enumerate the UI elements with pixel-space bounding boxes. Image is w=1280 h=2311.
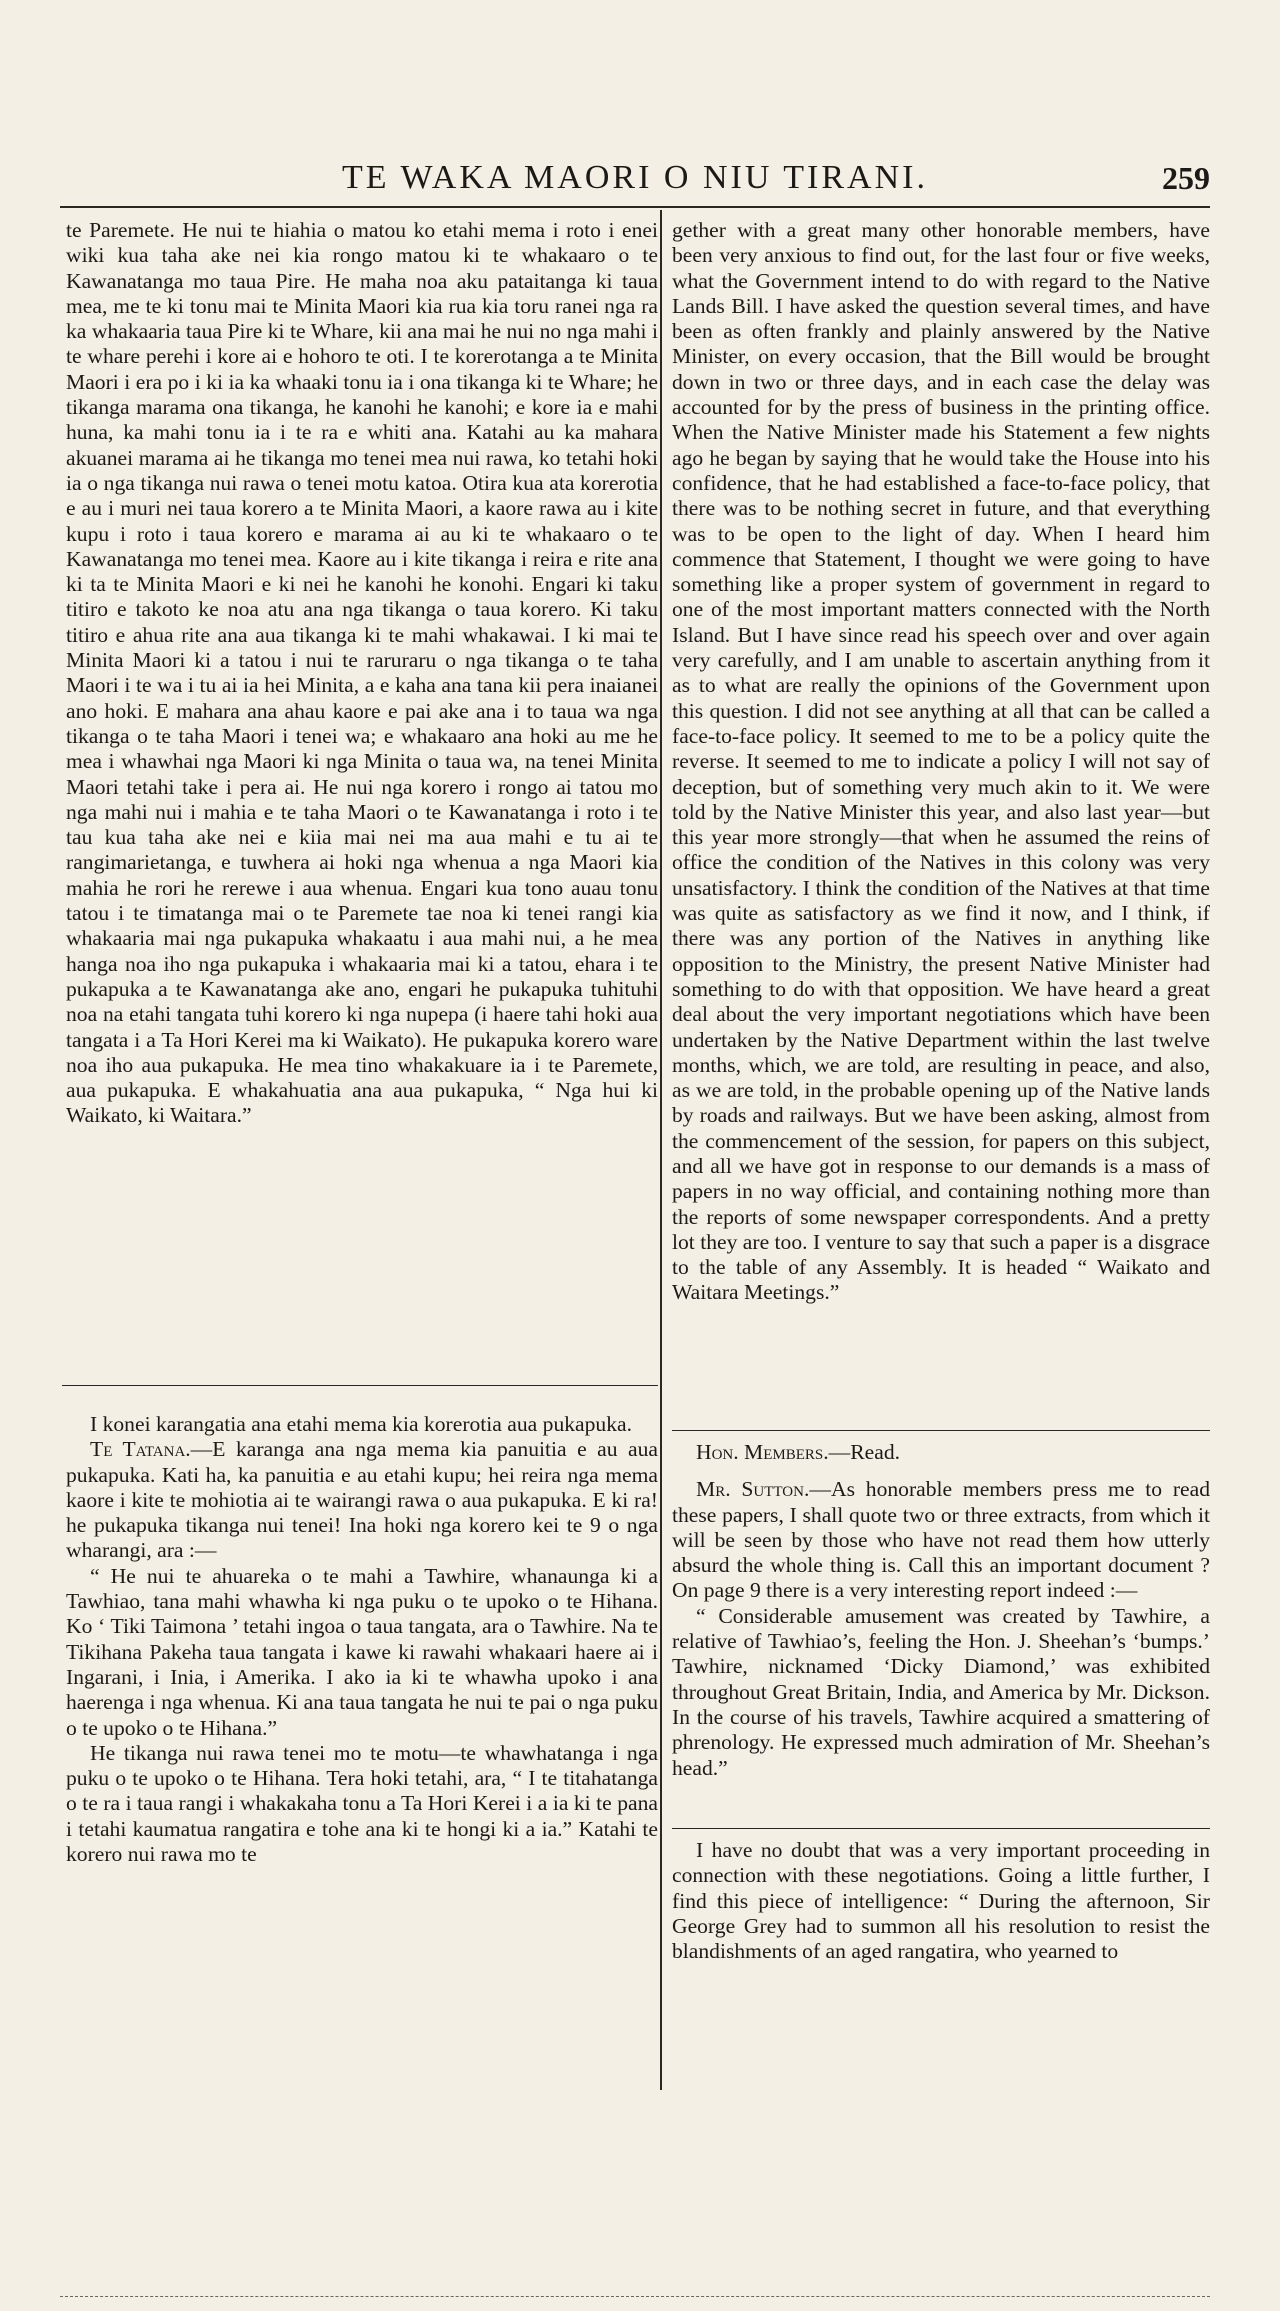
bottom-rule	[60, 2296, 1210, 2297]
left-speaker-tatana: Te Tatana.	[90, 1437, 191, 1462]
page-title: TE WAKA MAORI O NIU TIRANI.	[342, 159, 928, 196]
left-quote-paragraph: “ He nui te ahuareka o te mahi a Tawhire, whanaunga ki a Tawhiao, tana mahi whawha ki nga puku o te upoko o te Hihana. Ko ‘ Tiki Taimona ’ tetahi ingoa o taua tangata, ara o Tawhire. Na te Tikihana Pakeha taua tangata i kawe ki rawahi whakaari haere ai i Ingarani, i Inia, i Amerika. I ako ia ki te whawha upoko i ana haerenga i nga whenua. Ki ana taua tangata he nui te pai o nga puku o te upoko o te Hihana.”	[66, 1563, 658, 1740]
right-paragraph-3-text: —As honorable members press me to read these papers, I shall quote two or three extracts, from which it will be seen by those who have not read them how utterly absurd the whole thing is. Call this an important document ? On page 9 there is a very interesting report indeed :—	[672, 1477, 1210, 1603]
right-paragraph-5: I have no doubt that was a very important proceeding in connection with these negotiations. Going a little further, I find this piece of intelligence: “ During the afternoon, Sir George Grey had to summon all his resolution to resist the blandishments of an aged rangatira, who yearned to	[672, 1838, 1210, 1964]
right-column-top	[672, 218, 1210, 1306]
right-speaker-hon-members: Hon. Members.	[696, 1440, 829, 1464]
right-quote-paragraph: “ Considerable amusement was created by Tawhire, a relative of Tawhiao’s, feeling the Hon. J. Sheehan’s ‘bumps.’ Tawhire, nicknamed ‘Dicky Diamond,’ was exhibited throughout Great Britain, India, and America by Mr. Dickson. In the course of his travels, Tawhire acquired a smattering of phrenology. He expressed much admiration of Mr. Sheehan’s head.”	[672, 1603, 1210, 1780]
right-speaker-sutton: Mr. Sutton.	[696, 1477, 810, 1502]
left-paragraph-5: He tikanga nui rawa tenei mo te motu—te whawhatanga i nga puku o te upoko o te Hihana. Tera hoki tetahi, ara, “ I te titahatanga o te ra i taua rangi i whakakaha tonu a Ta Hori Kerei i a ia ki te pana i tetahi kaumatua rangatira e tohe ana ki te hongi ki a ia.” Katahi te korero nui rawa mo te	[66, 1740, 658, 1867]
spacer	[672, 1465, 1210, 1477]
right-column-bottom	[672, 1838, 1210, 1964]
right-paragraph-2	[672, 1440, 1210, 1465]
column-divider	[660, 210, 662, 2090]
left-paragraph-3	[66, 1437, 658, 1563]
right-paragraph-2-text: —Read.	[828, 1440, 901, 1464]
left-column-bottom	[66, 1412, 658, 1867]
right-paragraph-1: gether with a great many other honorable members, have been very anxious to find out, for the last four or five weeks, what the Government intend to do with regard to the Native Lands Bill. I have asked the question several times, and have been as often frankly and plainly answered by the Native Minister, on every occasion, that the Bill would be brought down in two or three days, and in each case the delay was accounted for by the press of business in the printing office. When the Native Minister made his Statement a few nights ago he began by saying that he would take the House into his confidence, that he had established a face-to-face policy, that there was to be nothing secret in future, and that everything was to be open to the light of day. When I heard him commence that Statement, I thought we were going to have something like a proper system of government in regard to one of the most important matters connected with the North Island. But I have since read his speech over and over again very carefully, and I am unable to ascertain anything from it as to what are really the opinions of the Government upon this question. I did not see anything at all that can be called a face-to-face policy. It seemed to me to be a policy quite the reverse. It seemed to me to indicate a policy I will not say of deception, but of something very much akin to it. We were told by the Native Minister this year, and also last year—but this year more strongly—that when he assumed the reins of office the condition of the Natives in this colony was very unsatisfactory. I think the condition of the Natives at that time was quite as satisfactory as we find it now, and I think, if there was any portion of the Natives in anything like opposition to the Ministry, the present Native Minister had something to do with that opposition. We have heard a great deal about the very important negotiations which have been undertaken by the Native Department within the last twelve months, which, we are told, are resulting in peace, and also, as we are told, in the probable opening up of the Native lands by roads and railways. But we have been asking, almost from the commencement of the session, for papers on this subject, and all we have got in response to our demands is a mass of papers in no way official, and containing nothing more than the reports of some newspaper correspondents. And a pretty lot they are too. I venture to say that such a paper is a disgrace to the table of any Assembly. It is headed “ Waikato and Waitara Meetings.”	[672, 218, 1210, 1305]
right-paragraph-3	[672, 1477, 1210, 1603]
left-column-top	[66, 218, 658, 1129]
header-rule	[60, 206, 1210, 208]
page-number: 259	[1162, 160, 1210, 196]
left-paragraph-1: te Paremete. He nui te hiahia o matou ko etahi mema i roto i enei wiki kua taha ake nei kia rongo matou ki te whakaaro o te Kawanatanga mo taua Pire. He maha noa aku pataitanga ki taua mea, me te ki tonu mai te Minita Maori kia rua kia toru ranei nga ra ka whakaaria taua Pire ki te Whare, kii ana mai he nui no nga mahi i te whare perehi i kore ai e hohoro te oti. I te korerotanga a te Minita Maori i era po i ki ia ka whaaki tonu ia i ona tikanga ki te Whare; he tikanga marama ona tikanga, he kanohi he kanohi; e kore ia e mahi huna, ka mahi tonu ia i te ra e whiti ana. Katahi au ka mahara akuanei marama ai he tikanga mo tenei mea nui rawa, ko tetahi hoki ia o nga tikanga nui rawa o tenei motu katoa. Otira kua ata korerotia e au i muri nei taua korero a te Minita Maori, a kaore rawa au i kite kupu i roto i taua korero e marama ai au ki te whakaaro o te Kawanatanga mo tenei mea. Kaore au i kite tikanga i reira e rite ana ki ta te Minita Maori e ki nei he kanohi he konohi. Engari ki taku titiro e takoto ke noa atu ana nga tikanga o taua korero. Ki taku titiro e ahua rite ana aua tikanga ki te mahi whakawai. I ki mai te Minita Maori ki a tatou i nui te raruraru o nga tikanga o te taha Maori i te wa i tu ai ia hei Minita, a e kaha ana tana kii pera inaianei ano hoki. E mahara ana ahau kaore e pai ake ana i to taua wa nga tikanga o te taha Maori i tenei wa; e whakaaro ana hoki au me he mea i whawhai nga Maori ki nga Minita o taua wa, na tenei Minita Maori tetahi take i pera ai. He nui nga korero i rongo ai tatou mo nga mahi nui i mahia e te taha Maori o te Kawanatanga i roto i te tau kua taha ake nei e kiia mai nei ma aua mahi e tu ai te rangimarietanga, e tuwhera ai hoki nga whenua a nga Maori kia mahia he rori he rerewe i aua whenua. Engari kua tono auau tonu tatou i te timatanga mai o te Paremete tae noa ki tenei rangi kia whakaaria mai nga pukapuka whakaatu i aua mahi nui, a he mea hanga noa iho nga pukapuka i whakaaria mai ki a tatou, ehara i te pukapuka a te Kawanatanga ake ano, engari he pukapuka tuhituhi noa na etahi tangata tuhi korero ki nga nupepa (i haere tahi hoki aua tangata i a Ta Hori Kerei ma ki Waikato). He pukapuka korero ware noa iho aua pukapuka. He mea tino whakakuare ia i te Paremete, aua pukapuka. E whakahuatia ana aua pukapuka, “ Nga hui ki Waikato, ki Waitara.”	[66, 218, 658, 1128]
left-paragraph-3-text: —E karanga ana nga mema kia panuitia e au aua pukapuka. Kati ha, ka panuitia e au etahi kupu; hei reira nga mema kaore i kite te mohiotia ai te wairangi rawa o aua pukapuka. E ki ra! he pukapuka tikanga nui tenei! Ina hoki nga korero kei te 9 o nga wharangi, ara :—	[66, 1437, 658, 1563]
right-column-middle	[672, 1440, 1210, 1781]
right-section-rule-1	[672, 1430, 1210, 1431]
right-section-rule-2	[672, 1828, 1210, 1829]
left-section-rule	[62, 1385, 658, 1386]
left-paragraph-2: I konei karangatia ana etahi mema kia korerotia aua pukapuka.	[90, 1412, 632, 1436]
page-header	[60, 152, 1210, 204]
